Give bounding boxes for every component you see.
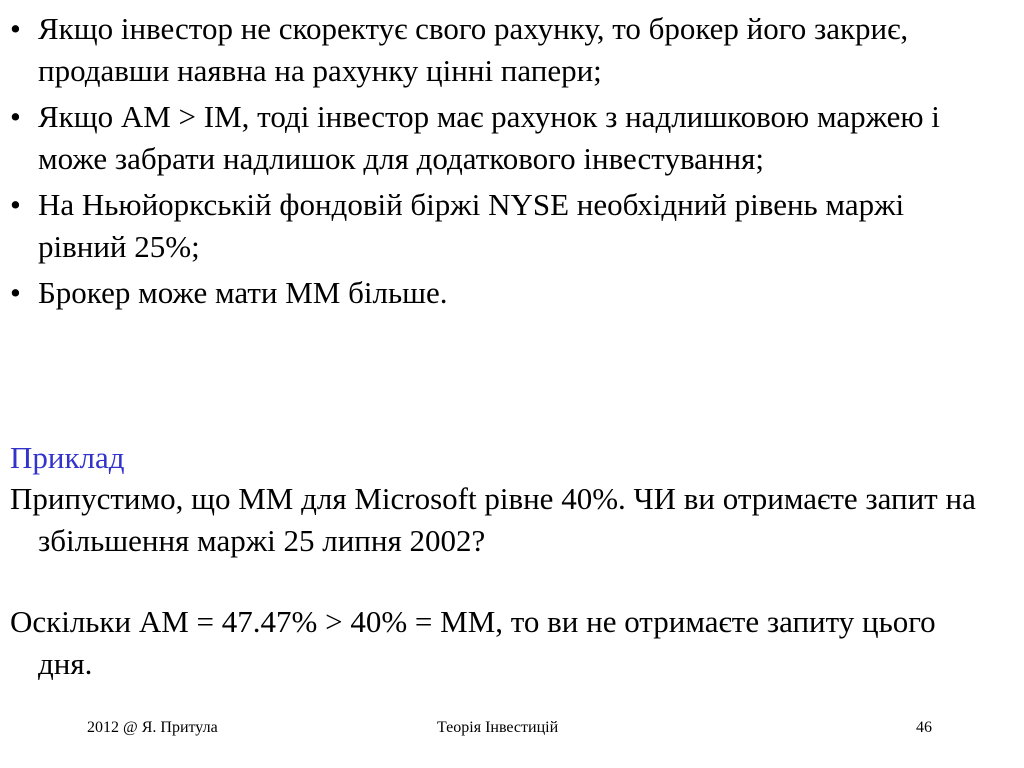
bullet-text: Якщо інвестор не скоректує свого рахунку, то брокер його закриє, продавши наявна на рахунку цінні папери; xyxy=(38,11,909,88)
bullet-marker: • xyxy=(10,187,21,222)
bullet-marker: • xyxy=(10,11,21,46)
bullet-text: Якщо AM > IM, тоді інвестор має рахунок з надлишковою маржею і може забрати надлишок для додаткового інвестування; xyxy=(38,99,940,176)
example-heading: Приклад xyxy=(10,440,125,475)
bullet-item xyxy=(10,96,970,179)
footer-course-title: Теорія Інвестицій xyxy=(437,719,559,736)
footer-author: 2012 @ Я. Притула xyxy=(87,719,218,736)
example-block xyxy=(10,437,990,684)
bullet-item xyxy=(10,8,970,91)
slide-footer xyxy=(0,716,1024,740)
page-number: 46 xyxy=(916,719,932,736)
bullet-item xyxy=(10,184,970,267)
bullet-list xyxy=(10,8,970,319)
bullet-text: Брокер може мати MM більше. xyxy=(38,275,448,310)
bullet-marker: • xyxy=(10,275,21,310)
example-answer: Оскільки AM = 47.47% > 40% = MM, то ви не отримаєте запиту цього дня. xyxy=(10,604,936,681)
bullet-text: На Ньюйоркській фондовій біржі NYSE необхідний рівень маржі рівний 25%; xyxy=(38,187,905,264)
example-question: Припустимо, що MM для Microsoft рівне 40%. ЧИ ви отримаєте запит на збільшення маржі 25 липня 2002? xyxy=(10,481,976,558)
bullet-item xyxy=(10,272,970,314)
bullet-marker: • xyxy=(10,99,21,134)
